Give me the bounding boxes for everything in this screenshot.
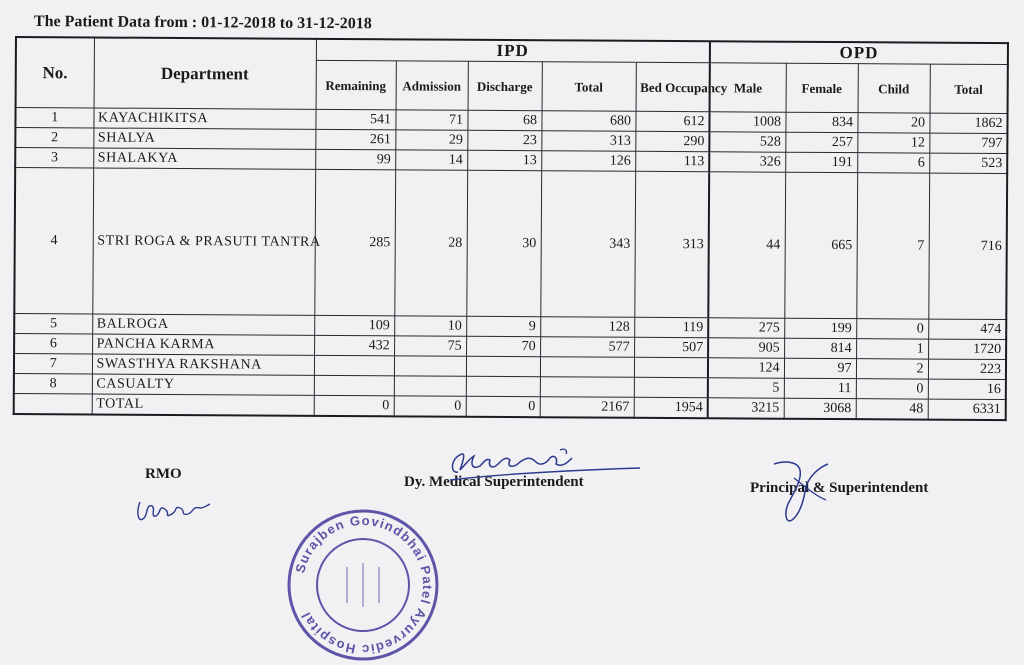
cell-child: 0 <box>856 319 928 339</box>
row-no: 3 <box>15 148 93 168</box>
cell-admission: 29 <box>395 130 467 150</box>
cell-ipd-total <box>540 377 634 398</box>
cell-ipd-total: 577 <box>540 337 634 358</box>
cell-opd-total: 474 <box>928 319 1006 339</box>
cell-bed-occupancy: 1954 <box>634 397 708 418</box>
cell-remaining: 541 <box>315 109 395 129</box>
row-department: SWASTHYA RAKSHANA <box>92 354 314 375</box>
cell-child: 12 <box>857 133 929 153</box>
cell-bed-occupancy: 119 <box>634 317 708 337</box>
cell-bed-occupancy: 507 <box>634 337 708 357</box>
row-department: STRI ROGA & PRASUTI TANTRA <box>92 168 315 315</box>
row-no: 5 <box>14 314 92 334</box>
cell-admission <box>394 376 466 396</box>
cell-admission <box>394 356 466 376</box>
cell-admission: 0 <box>394 396 466 417</box>
row-no: 2 <box>15 128 93 148</box>
header-opd-total: Total <box>930 64 1008 113</box>
cell-discharge <box>466 376 540 396</box>
cell-female: 257 <box>785 132 857 152</box>
cell-bed-occupancy <box>634 377 708 397</box>
cell-opd-total: 6331 <box>928 399 1006 420</box>
cell-female: 834 <box>785 112 857 132</box>
header-child: Child <box>858 64 930 113</box>
cell-male: 3215 <box>708 398 784 419</box>
header-remaining: Remaining <box>316 60 396 109</box>
cell-female: 97 <box>784 358 856 378</box>
cell-female: 199 <box>784 318 856 338</box>
row-no: 6 <box>14 334 92 354</box>
dy-medical-superintendent-label: Dy. Medical Superintendent <box>404 474 584 490</box>
cell-male: 528 <box>709 132 785 152</box>
cell-ipd-total: 2167 <box>540 397 634 418</box>
cell-opd-total: 1862 <box>929 113 1007 133</box>
header-male: Male <box>710 63 786 112</box>
cell-discharge: 30 <box>466 170 541 316</box>
header-no: No. <box>16 37 94 108</box>
row-department: BALROGA <box>92 314 314 335</box>
cell-male: 326 <box>709 152 785 172</box>
cell-remaining: 285 <box>314 169 395 315</box>
row-department: PANCHA KARMA <box>92 334 314 355</box>
cell-bed-occupancy: 113 <box>635 151 709 171</box>
header-ipd-total: Total <box>542 62 636 112</box>
row-no <box>14 393 92 414</box>
rmo-signature <box>134 488 214 528</box>
svg-text:Surajben Govindbhai Patel Ayur: Surajben Govindbhai Patel Ayurvedic Hospital <box>292 512 436 658</box>
dy-ms-signature <box>440 444 650 488</box>
row-no: 7 <box>14 354 92 374</box>
rmo-label: RMO <box>145 466 182 482</box>
row-no: 8 <box>14 373 92 393</box>
cell-ipd-total: 128 <box>540 317 634 338</box>
cell-child: 1 <box>856 339 928 359</box>
cell-discharge: 9 <box>466 316 540 336</box>
cell-ipd-total: 343 <box>540 171 635 318</box>
cell-remaining: 109 <box>314 315 394 335</box>
cell-ipd-total: 313 <box>541 131 635 152</box>
principal-signature <box>764 456 844 528</box>
cell-child: 6 <box>857 153 929 173</box>
cell-female: 3068 <box>784 398 856 419</box>
row-no: 4 <box>14 168 93 314</box>
row-department: KAYACHIKITSA <box>93 108 315 129</box>
cell-child: 20 <box>857 113 929 133</box>
cell-bed-occupancy: 290 <box>635 131 709 151</box>
cell-discharge: 70 <box>466 336 540 356</box>
cell-male: 905 <box>708 338 784 358</box>
cell-opd-total: 716 <box>928 173 1007 319</box>
patient-data-table <box>13 36 1009 421</box>
header-admission: Admission <box>396 61 468 110</box>
cell-opd-total: 1720 <box>928 339 1006 359</box>
cell-discharge <box>466 356 540 376</box>
header-female: Female <box>786 63 858 112</box>
cell-male: 275 <box>708 318 784 338</box>
cell-child: 48 <box>856 399 928 420</box>
cell-admission: 14 <box>395 150 467 170</box>
cell-admission: 71 <box>395 110 467 130</box>
cell-male: 124 <box>708 358 784 378</box>
cell-discharge: 13 <box>467 150 541 170</box>
cell-opd-total: 523 <box>929 153 1007 173</box>
row-department: CASUALTY <box>92 374 314 395</box>
principal-superintendent-label: Principal & Superintendent <box>750 480 929 496</box>
cell-bed-occupancy: 612 <box>635 111 709 131</box>
cell-discharge: 0 <box>466 396 540 417</box>
cell-male: 44 <box>708 172 785 318</box>
cell-child: 0 <box>856 379 928 399</box>
cell-remaining: 261 <box>315 129 395 149</box>
row-no: 1 <box>15 108 93 128</box>
cell-ipd-total <box>540 357 634 378</box>
cell-ipd-total: 680 <box>541 111 635 132</box>
header-discharge: Discharge <box>468 61 542 110</box>
cell-remaining <box>314 375 394 395</box>
cell-discharge: 23 <box>467 130 541 150</box>
row-department: TOTAL <box>92 394 314 416</box>
cell-opd-total: 16 <box>928 379 1006 399</box>
cell-male: 1008 <box>709 112 785 132</box>
cell-remaining: 432 <box>314 335 394 355</box>
header-bed-occupancy: Bed Occupancy <box>636 62 710 111</box>
cell-female: 191 <box>785 152 857 172</box>
cell-discharge: 68 <box>467 110 541 130</box>
cell-remaining: 99 <box>315 149 395 169</box>
cell-opd-total: 797 <box>929 133 1007 153</box>
cell-remaining: 0 <box>314 395 394 416</box>
table-row <box>14 168 1007 320</box>
header-department: Department <box>94 37 316 109</box>
header-ipd: IPD <box>316 39 710 63</box>
cell-admission: 75 <box>394 336 466 356</box>
cell-male: 5 <box>708 378 784 398</box>
cell-female: 11 <box>784 378 856 398</box>
cell-child: 2 <box>856 359 928 379</box>
hospital-stamp <box>283 505 443 665</box>
cell-female: 814 <box>784 338 856 358</box>
cell-ipd-total: 126 <box>541 151 635 172</box>
cell-opd-total: 223 <box>928 359 1006 379</box>
patient-data-sheet <box>13 36 1007 428</box>
cell-female: 665 <box>784 172 857 318</box>
header-opd: OPD <box>710 41 1008 64</box>
row-department: SHALAKYA <box>93 148 315 169</box>
page-title: The Patient Data from : 01-12-2018 to 31-12-2018 <box>33 13 372 33</box>
cell-admission: 28 <box>394 170 467 316</box>
cell-admission: 10 <box>394 316 466 336</box>
cell-remaining <box>314 355 394 375</box>
row-department: SHALYA <box>93 128 315 149</box>
cell-child: 7 <box>856 173 929 319</box>
cell-bed-occupancy <box>634 357 708 377</box>
cell-bed-occupancy: 313 <box>634 171 709 317</box>
